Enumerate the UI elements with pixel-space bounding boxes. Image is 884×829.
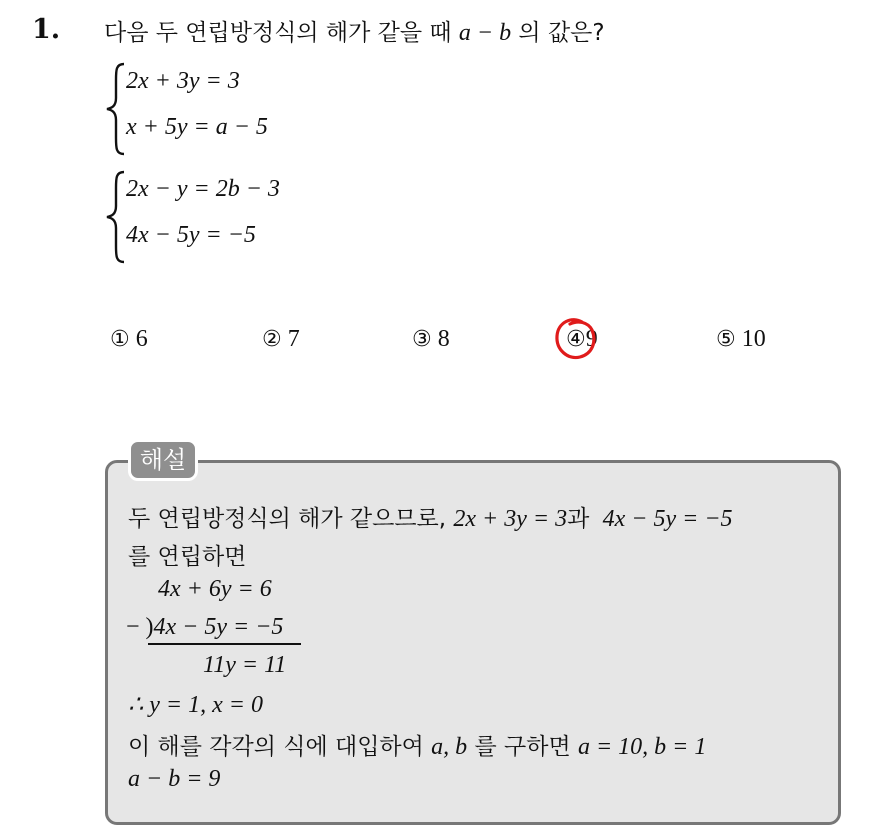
equation-system-1 — [104, 60, 364, 158]
choice-4-value: 9 — [585, 326, 598, 352]
explanation-line-1 — [128, 500, 733, 533]
choice-1-mark: ① — [110, 327, 130, 352]
explanation-line1-eq2: 4x − 5y = −5 — [602, 506, 733, 532]
therefore-line: ∴ y = 1, x = 0 — [128, 692, 263, 718]
explanation-line1-eq1: 2x + 3y = 3 — [453, 506, 568, 532]
choice-3[interactable] — [412, 326, 450, 353]
calc-line-3: 11y = 11 — [203, 652, 287, 678]
system1-eq2: x + 5y = a − 5 — [126, 114, 268, 140]
choice-2-value: 7 — [287, 326, 300, 352]
choice-3-value: 8 — [437, 326, 450, 352]
system1-eq1: 2x + 3y = 3 — [126, 68, 240, 94]
explanation-line1-text: 두 연립방정식의 해가 같으므로, — [128, 506, 454, 532]
explanation-line-7: a − b = 9 — [128, 766, 221, 792]
system2-eq1: 2x − y = 2b − 3 — [126, 176, 280, 202]
equation-system-2 — [104, 168, 364, 266]
question-number: 1. — [32, 14, 61, 45]
choice-2[interactable] — [262, 326, 300, 353]
explanation-line6-vars: a, b — [431, 734, 468, 760]
choice-2-mark: ② — [262, 327, 282, 352]
question-prompt: 다음 두 연립방정식의 해가 같을 때 — [104, 20, 459, 46]
explanation-line6-text: 이 해를 각각의 식에 대입하여 — [128, 734, 432, 760]
left-brace-icon — [104, 60, 126, 158]
choice-5-mark: ⑤ — [716, 327, 736, 352]
question-text — [104, 14, 605, 47]
explanation-line6-eq: a = 10, b = 1 — [577, 734, 707, 760]
calc-line-1: 4x + 6y = 6 — [158, 576, 272, 602]
question-expr: a − b — [458, 20, 512, 46]
choice-1-value: 6 — [135, 326, 148, 352]
explanation-line-6 — [128, 728, 706, 761]
explanation-tag: 해설 — [128, 439, 198, 481]
choice-5-value: 10 — [741, 326, 766, 352]
left-brace-icon — [104, 168, 126, 266]
choice-4-mark: ④ — [566, 327, 586, 352]
explanation-line1-mid: 과 — [567, 506, 597, 532]
choice-5[interactable] — [716, 326, 766, 353]
calc-minus-operator: − ) — [126, 614, 154, 640]
calc-line-2 — [126, 614, 283, 641]
choice-1[interactable] — [110, 326, 148, 353]
calc-underline — [148, 643, 301, 645]
calc-line-2-eq: 4x − 5y = −5 — [153, 614, 284, 640]
choice-3-mark: ③ — [412, 327, 432, 352]
explanation-line6-mid: 를 구하면 — [467, 734, 578, 760]
explanation-line-2: 를 연립하면 — [128, 544, 247, 570]
system2-eq2: 4x − 5y = −5 — [126, 222, 256, 248]
question-prompt-end: 의 값은? — [511, 20, 605, 46]
answer-circle-icon — [552, 314, 600, 364]
